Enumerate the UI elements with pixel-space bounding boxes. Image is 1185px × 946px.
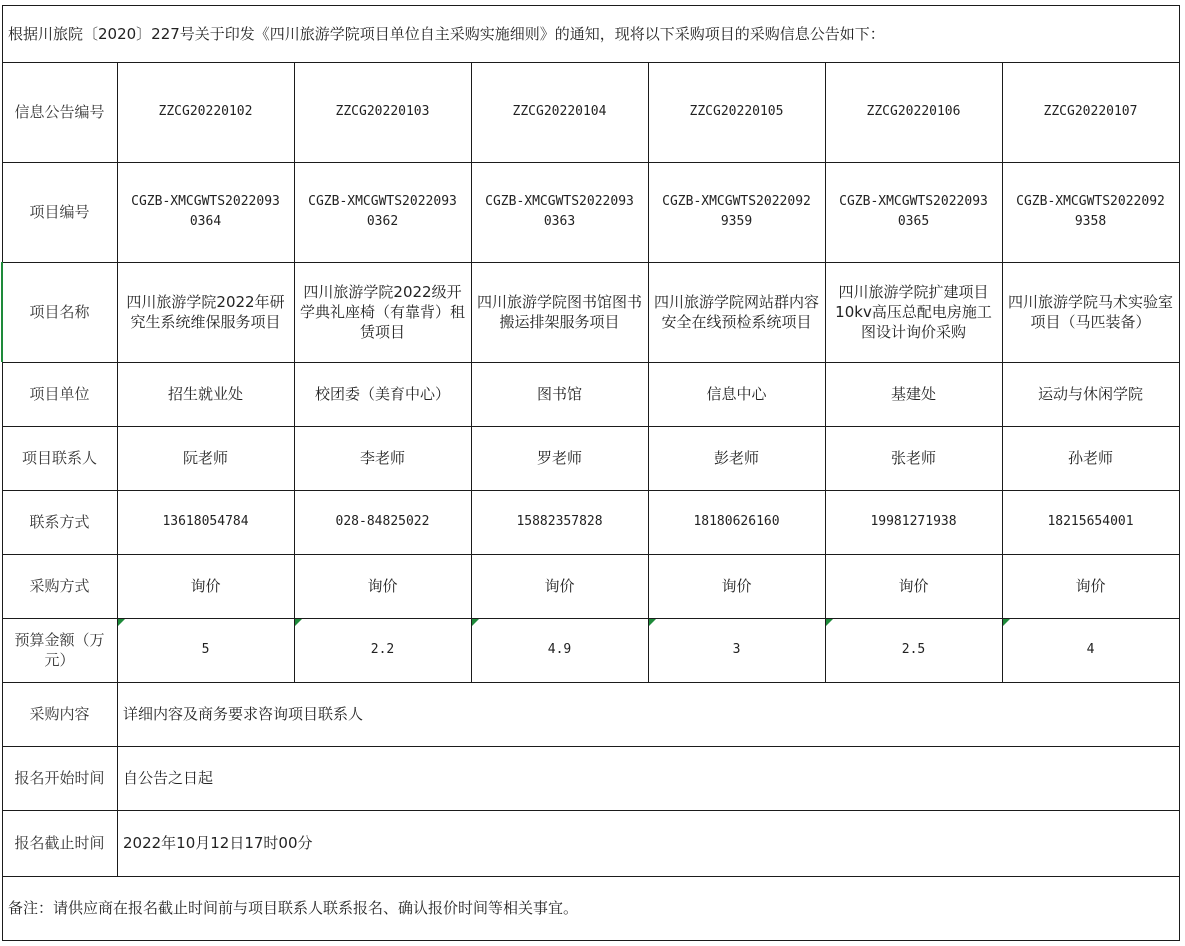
table-cell[interactable]: ZZCG20220104: [512, 104, 607, 119]
green-triangle-icon: [472, 619, 479, 626]
table-cell[interactable]: 询价: [721, 577, 752, 595]
table-cell[interactable]: 招生就业处: [167, 385, 243, 403]
table-cell[interactable]: ZZCG20220103: [335, 104, 430, 119]
row-label: 项目编号: [29, 203, 90, 221]
table-cell[interactable]: 李老师: [359, 449, 405, 467]
table-cell[interactable]: 罗老师: [536, 449, 582, 467]
row-label: 联系方式: [29, 513, 90, 531]
green-triangle-icon: [118, 619, 125, 626]
table-cell[interactable]: 询价: [1075, 577, 1106, 595]
table-cell[interactable]: 19981271938: [870, 514, 957, 529]
table-cell[interactable]: CGZB-XMCGWTS20220930362: [308, 194, 457, 229]
table-cell[interactable]: 张老师: [890, 449, 936, 467]
table-cell[interactable]: 基建处: [890, 385, 936, 403]
table-cell[interactable]: 四川旅游学院2022级开学典礼座椅（有靠背）租赁项目: [300, 283, 466, 341]
row-label: 信息公告编号: [14, 103, 105, 121]
grid-line: [2, 940, 1180, 941]
table-cell[interactable]: 四川旅游学院马术实验室项目（马匹装备）: [1008, 293, 1174, 331]
table-cell[interactable]: 询价: [367, 577, 398, 595]
green-triangle-icon: [649, 619, 656, 626]
table-cell[interactable]: 运动与休闲学院: [1037, 385, 1143, 403]
table-cell[interactable]: 阮老师: [182, 449, 228, 467]
row-label: 报名截止时间: [14, 834, 105, 852]
table-cell[interactable]: CGZB-XMCGWTS20220929358: [1016, 194, 1165, 229]
row-label: 报名开始时间: [14, 769, 105, 787]
row-label: 采购内容: [29, 705, 90, 723]
table-cell[interactable]: CGZB-XMCGWTS20220930364: [131, 194, 280, 229]
row-label: 项目单位: [29, 385, 90, 403]
merged-value-cell[interactable]: 2022年10月12日17时00分: [123, 834, 313, 852]
table-cell[interactable]: 询价: [190, 577, 221, 595]
table-cell[interactable]: 孙老师: [1067, 449, 1113, 467]
table-cell[interactable]: 询价: [898, 577, 929, 595]
table-cell[interactable]: 4.9: [547, 642, 572, 657]
table-cell[interactable]: 询价: [544, 577, 575, 595]
table-cell[interactable]: 信息中心: [706, 385, 767, 403]
table-cell[interactable]: ZZCG20220106: [866, 104, 961, 119]
table-cell[interactable]: 2.5: [901, 642, 926, 657]
remark-text: 备注：请供应商在报名截止时间前与项目联系人联系报名、确认报价时间等相关事宜。: [8, 899, 579, 917]
table-cell[interactable]: ZZCG20220102: [158, 104, 253, 119]
table-cell[interactable]: 四川旅游学院扩建项目10kv高压总配电房施工图设计询价采购: [835, 283, 992, 341]
table-cell[interactable]: 彭老师: [713, 449, 759, 467]
merged-value-cell[interactable]: 自公告之日起: [123, 769, 214, 787]
table-cell[interactable]: 028-84825022: [335, 514, 430, 529]
row-label: 项目名称: [29, 303, 90, 321]
table-cell[interactable]: 校团委（美育中心）: [314, 385, 450, 403]
row-label: 采购方式: [29, 577, 90, 595]
table-cell[interactable]: 18215654001: [1047, 514, 1134, 529]
table-cell[interactable]: 四川旅游学院图书馆图书搬运排架服务项目: [477, 293, 643, 331]
table-cell[interactable]: ZZCG20220107: [1043, 104, 1138, 119]
table-cell[interactable]: 四川旅游学院2022年研究生系统维保服务项目: [126, 293, 285, 331]
table-cell[interactable]: 4: [1086, 642, 1095, 657]
green-triangle-icon: [1003, 619, 1010, 626]
table-cell[interactable]: 18180626160: [693, 514, 780, 529]
table-cell[interactable]: 3: [732, 642, 741, 657]
green-triangle-icon: [295, 619, 302, 626]
table-cell[interactable]: 2.2: [370, 642, 395, 657]
table-cell[interactable]: 四川旅游学院网站群内容安全在线预检系统项目: [654, 293, 820, 331]
merged-value-cell[interactable]: 详细内容及商务要求咨询项目联系人: [123, 705, 364, 723]
notice-text: 根据川旅院〔2020〕227号关于印发《四川旅游学院项目单位自主采购实施细则》的通知，现将以下采购项目的采购信息公告如下：: [8, 24, 885, 43]
grid-line: [1179, 5, 1180, 940]
table-cell[interactable]: 图书馆: [536, 385, 582, 403]
table-cell[interactable]: CGZB-XMCGWTS20220929359: [662, 194, 811, 229]
row-label: 预算金额（万元）: [14, 631, 105, 669]
table-cell[interactable]: CGZB-XMCGWTS20220930363: [485, 194, 634, 229]
table-cell[interactable]: ZZCG20220105: [689, 104, 784, 119]
table-cell[interactable]: 13618054784: [162, 514, 249, 529]
table-cell[interactable]: CGZB-XMCGWTS20220930365: [839, 194, 988, 229]
row-label: 项目联系人: [21, 449, 97, 467]
table-cell[interactable]: 5: [201, 642, 210, 657]
table-cell[interactable]: 15882357828: [516, 514, 603, 529]
green-triangle-icon: [826, 619, 833, 626]
